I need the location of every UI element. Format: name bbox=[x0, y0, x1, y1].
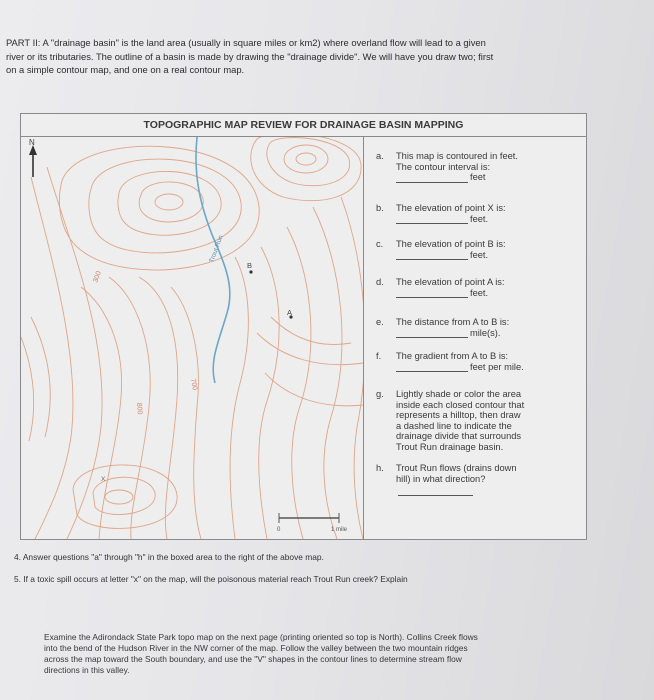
intro-line-2: river or its tributaries. The outline of a basin is made by drawing the "drainage divide". We will have you draw two; first bbox=[6, 50, 494, 62]
question-g-line-2: inside each closed contour that bbox=[396, 399, 525, 410]
paragraph-line-1: Examine the Adirondack State Park topo map on the next page (printing oriented so top is North). Collins Creek flows bbox=[44, 632, 478, 642]
paragraph-line-4: directions in this valley. bbox=[44, 665, 130, 675]
paragraph-line-2: into the bend of the Hudson River in the NW corner of the map. Follow the valley between the two mountain ridges bbox=[44, 643, 468, 653]
question-4: 4. Answer questions "a" through "h" in the boxed area to the right of the above map. bbox=[14, 552, 324, 562]
question-g-line-4: a dashed line to indicate the bbox=[396, 420, 512, 431]
stream-label: Trout Run bbox=[208, 234, 225, 264]
contour-label-800: 800 bbox=[135, 402, 143, 415]
question-e-letter: e. bbox=[376, 317, 384, 327]
question-h-line-2: hill) in what direction? bbox=[396, 473, 486, 484]
question-g-line-6: Trout Run drainage basin. bbox=[396, 441, 504, 452]
adirondack-instructions bbox=[44, 632, 604, 676]
question-a-letter: a. bbox=[376, 151, 384, 161]
question-h-line-1: Trout Run flows (drains down bbox=[396, 463, 517, 473]
question-g-line-5: drainage divide that surrounds bbox=[396, 431, 522, 441]
contour-map-svg bbox=[21, 137, 363, 539]
question-e-answer-blank[interactable] bbox=[396, 328, 468, 338]
question-d-answer-blank[interactable] bbox=[396, 288, 468, 298]
contour-label-700: 700 bbox=[189, 378, 198, 391]
point-b-label: B bbox=[247, 261, 253, 270]
question-e-unit: mile(s). bbox=[470, 327, 501, 338]
point-x-label: X bbox=[101, 476, 106, 483]
intro-line-1: PART II: A "drainage basin" is the land area (usually in square miles or km2) where overland flow will lead to a given bbox=[6, 37, 486, 48]
question-g-line-1: Lightly shade or color the area bbox=[396, 389, 522, 399]
question-f-line-1: The gradient from A to B is: bbox=[396, 351, 509, 361]
contour-lines bbox=[21, 137, 363, 539]
question-c-unit: feet. bbox=[470, 249, 489, 260]
question-a-unit: feet bbox=[470, 172, 486, 182]
paragraph-line-3: across the map toward the South boundary, and use the "V" shapes in the contour lines to determine stream flow bbox=[44, 654, 462, 664]
point-a-label: A bbox=[287, 308, 293, 317]
question-a-line-2: The contour interval is: bbox=[396, 161, 491, 172]
north-label: N bbox=[29, 138, 35, 147]
worksheet-box bbox=[20, 113, 587, 540]
scale-zero-label: 0 bbox=[277, 527, 281, 533]
question-b-letter: b. bbox=[376, 203, 384, 213]
question-d-line-1: The elevation of point A is: bbox=[396, 277, 505, 287]
question-c-answer-blank[interactable] bbox=[396, 250, 468, 260]
question-f-unit: feet per mile. bbox=[470, 361, 524, 372]
intro-text bbox=[6, 36, 631, 77]
question-h-letter: h. bbox=[376, 463, 384, 473]
question-f-answer-blank[interactable] bbox=[396, 362, 468, 372]
scale-unit-label: 1 mile bbox=[331, 527, 348, 533]
question-5: 5. If a toxic spill occurs at letter "x" on the map, will the poisonous material reach Trout Run creek? Explain bbox=[14, 574, 408, 584]
question-b-line-1: The elevation of point X is: bbox=[396, 203, 506, 213]
question-c-letter: c. bbox=[376, 239, 384, 249]
intro-line-3: on a simple contour map, and one on a real contour map. bbox=[6, 64, 245, 75]
question-b-answer-blank[interactable] bbox=[396, 214, 468, 224]
box-title: TOPOGRAPHIC MAP REVIEW FOR DRAINAGE BASIN MAPPING bbox=[21, 114, 586, 137]
contour-label-300: 300 bbox=[92, 270, 103, 284]
question-d-unit: feet. bbox=[470, 287, 489, 298]
question-g-line-3: represents a hilltop, then draw bbox=[396, 410, 521, 420]
question-d-letter: d. bbox=[376, 277, 384, 287]
question-c-line-1: The elevation of point B is: bbox=[396, 239, 506, 249]
question-g-letter: g. bbox=[376, 389, 384, 399]
question-a-answer-blank[interactable] bbox=[396, 173, 468, 183]
question-e-line-1: The distance from A to B is: bbox=[396, 317, 510, 327]
question-f-letter: f. bbox=[376, 351, 382, 361]
topographic-map bbox=[21, 137, 364, 539]
point-b-marker bbox=[249, 270, 252, 273]
question-a-line-1: This map is contoured in feet. bbox=[396, 151, 518, 161]
question-b-unit: feet. bbox=[470, 213, 489, 224]
question-h-answer-blank[interactable] bbox=[398, 495, 473, 496]
